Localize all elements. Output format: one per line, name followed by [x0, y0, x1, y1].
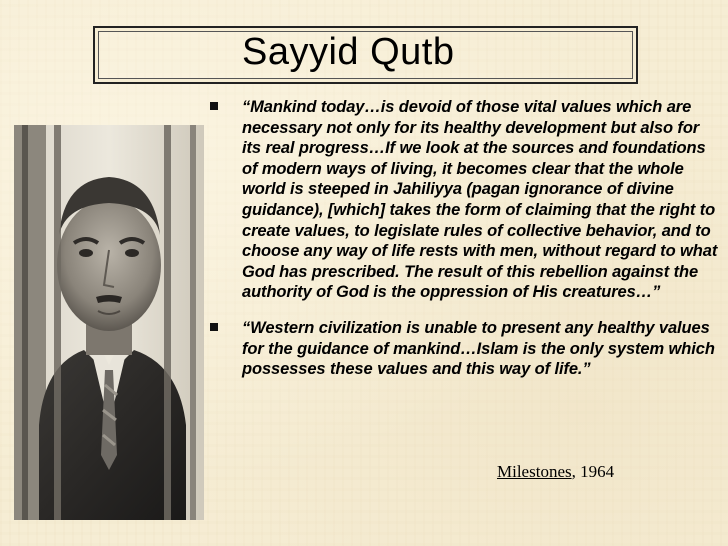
list-item — [207, 318, 719, 380]
square-bullet-icon — [210, 323, 218, 331]
quote-text: “Western civilization is unable to present any healthy values for the guidance of mankind…Islam is the only system which possesses these values and this way of life.” — [242, 318, 715, 379]
citation-source[interactable]: Milestones — [497, 462, 572, 481]
quote-text: “Mankind today…is devoid of those vital values which are necessary not only for its healthy development but also for its real progress…If we look at the sources and foundations of modern ways of living, it becomes clear that the whole world is steeped in Jahiliyya (pagan ignorance of divine guidance), [which] takes the form of claiming that the right to create values, to legislate rules of collective behavior, and to choose any way of life rests with men, without regard to what God has prescribed. The result of this rebellion against the authority of God is the oppression of His creatures…” — [242, 98, 718, 302]
citation — [497, 462, 614, 482]
quote-list — [207, 97, 719, 380]
slide-title: Sayyid Qutb — [242, 31, 455, 73]
square-bullet-icon — [210, 102, 218, 110]
list-item — [207, 97, 719, 303]
citation-year: 1964 — [580, 462, 615, 481]
citation-separator: , — [571, 462, 581, 481]
portrait-photo — [14, 125, 204, 520]
